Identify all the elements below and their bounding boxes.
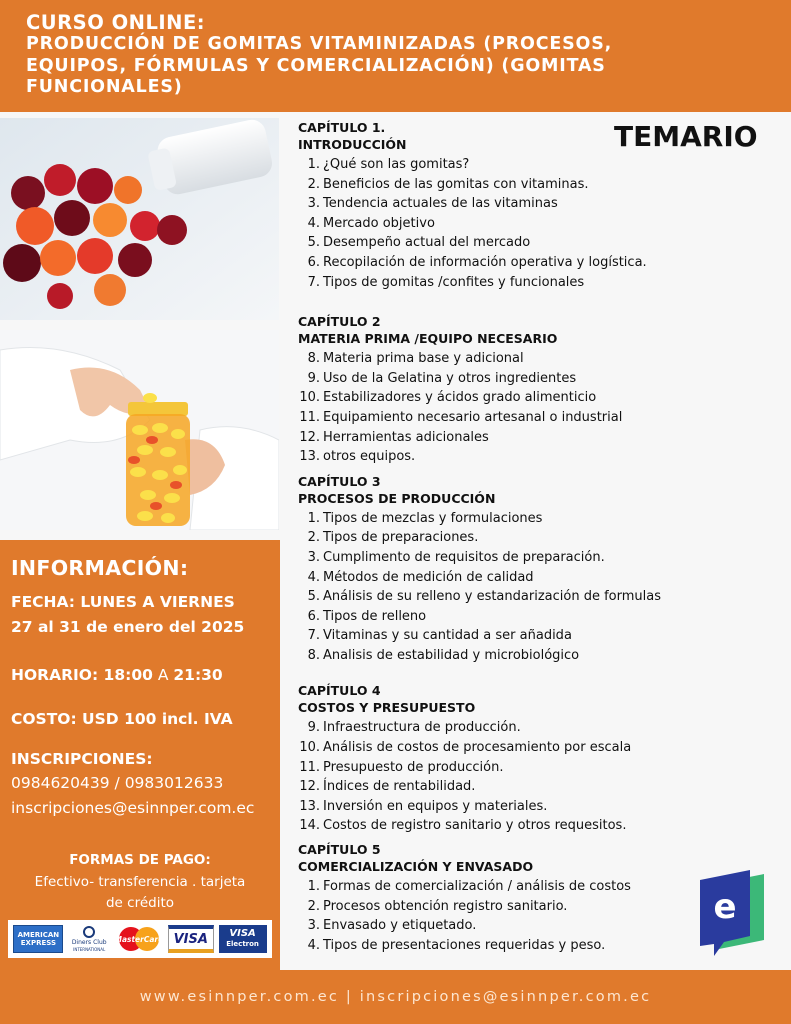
list-item: 5. Desempeño actual del mercado [307, 235, 531, 251]
header-title-line: EQUIPOS, FÓRMULAS Y COMERCIALIZACIÓN) (GOMITAS [26, 55, 606, 76]
list-item: 2. Tipos de preparaciones. [307, 530, 479, 546]
payment-methods-title: FORMAS DE PAGO: [69, 852, 211, 868]
list-item: 4. Mercado objetivo [307, 215, 435, 231]
temario-heading: TEMARIO [614, 120, 758, 153]
mastercard-text: MasterCard [114, 934, 164, 944]
fecha-value: 27 al 31 de enero del 2025 [11, 618, 245, 636]
horario-line [11, 666, 223, 684]
diners-subtext: INTERNATIONAL [73, 946, 106, 952]
gummies-photo [0, 118, 279, 320]
chapter-subtitle: COMERCIALIZACIÓN Y ENVASADO [298, 859, 534, 875]
chapter-title: CAPÍTULO 4 [298, 683, 381, 699]
chapter-title: CAPÍTULO 5 [298, 842, 381, 858]
list-item: 8. Materia prima base y adicional [307, 351, 524, 367]
visa-electron-text: VISA [229, 928, 256, 939]
chapter-subtitle: PROCESOS DE PRODUCCIÓN [298, 490, 496, 506]
header-banner [0, 0, 791, 112]
syllabus [298, 119, 778, 955]
header-title-line: FUNCIONALES) [26, 77, 183, 97]
list-item: 9. Uso de la Gelatina y otros ingredientes [307, 370, 577, 386]
costo-line: COSTO: USD 100 incl. IVA [11, 710, 233, 728]
header-title-line: PRODUCCIÓN DE GOMITAS VITAMINIZADAS (PROCESOS, [26, 34, 613, 54]
gummies-illustration [0, 118, 279, 320]
mastercard-logo [115, 925, 163, 953]
list-item: 5. Análisis de su relleno y estandarización de formulas [307, 589, 661, 605]
list-item: 2. Beneficios de las gomitas con vitaminas. [307, 176, 589, 192]
chapter-title: CAPÍTULO 2 [298, 314, 381, 330]
list-item: 1. Tipos de mezclas y formulaciones [307, 510, 543, 526]
chapter-4 [298, 682, 778, 836]
list-item: 12. Índices de rentabilidad. [299, 779, 476, 795]
vitamin-jar-photo [0, 330, 279, 530]
list-item: 1. Formas de comercialización / análisis de costos [307, 879, 631, 895]
list-item: 14. Costos de registro sanitario y otros requesitos. [299, 818, 627, 834]
horario-start: HORARIO: 18:00 [11, 666, 153, 684]
payment-methods-line2: de crédito [105, 895, 175, 911]
amex-logo: AMERICAN EXPRESS [13, 925, 63, 953]
info-title: INFORMACIÓN: [11, 556, 189, 580]
list-item: 3. Cumplimento de requisitos de preparación. [307, 549, 605, 565]
chapter-title: CAPÍTULO 3 [298, 473, 381, 489]
list-item: 10. Estabilizadores y ácidos grado alimenticio [299, 390, 597, 406]
horario-end: 21:30 [173, 666, 223, 684]
list-item: 1. ¿Qué son las gomitas? [307, 157, 470, 172]
esinnper-logo-icon [700, 870, 764, 956]
inscripciones-label: INSCRIPCIONES: [11, 750, 153, 768]
chapter-subtitle: MATERIA PRIMA /EQUIPO NECESARIO [298, 331, 558, 347]
payment-cards-strip [8, 920, 272, 958]
list-item: 6. Recopilación de información operativa y logística. [307, 254, 647, 270]
list-item: 10. Análisis de costos de procesamiento por escala [299, 740, 632, 756]
chapter-subtitle: INTRODUCCIÓN [298, 137, 407, 152]
list-item: 11. Presupuesto de producción. [299, 759, 504, 775]
chapter-title: CAPÍTULO 1. [298, 120, 386, 135]
chapter-3 [298, 473, 778, 666]
list-item: 3. Envasado y etiquetado. [307, 918, 477, 934]
fecha-label: FECHA: LUNES A VIERNES [11, 593, 235, 611]
visa-logo: VISA [168, 925, 214, 953]
header-course-label: CURSO ONLINE: [26, 11, 206, 34]
list-item: 4. Métodos de medición de calidad [307, 569, 534, 585]
payment-methods-line1: Efectivo- transferencia . tarjeta [34, 874, 246, 890]
list-item: 6. Tipos de relleno [307, 608, 427, 624]
chapter-1 [298, 119, 778, 292]
info-box [0, 540, 280, 970]
list-item: 7. Vitaminas y su cantidad a ser añadida [307, 628, 572, 644]
visa-electron-logo [219, 925, 267, 953]
list-item: 11. Equipamiento necesario artesanal o industrial [299, 409, 623, 425]
jar-illustration [0, 330, 279, 530]
list-item: 12. Herramientas adicionales [299, 429, 489, 445]
diners-ring-icon [83, 926, 95, 938]
chapter-subtitle: COSTOS Y PRESUPUESTO [298, 700, 476, 716]
list-item: 13. Inversión en equipos y materiales. [299, 798, 548, 814]
svg-text:e: e [713, 887, 737, 927]
email-link[interactable]: inscripciones@esinnper.com.ec [11, 799, 255, 817]
list-item: 2. Procesos obtención registro sanitario. [307, 898, 568, 914]
list-item: 8. Analisis de estabilidad y microbiológico [307, 647, 580, 663]
list-item: 7. Tipos de gomitas /confites y funcionales [307, 274, 585, 290]
list-item: 4. Tipos de presentaciones requeridas y peso. [307, 937, 606, 953]
footer-contact[interactable]: www.esinnper.com.ec | inscripciones@esinnper.com.ec [139, 989, 652, 1005]
diners-logo [68, 925, 110, 953]
diners-text: Diners Club [71, 938, 107, 946]
list-item: 3. Tendencia actuales de las vitaminas [307, 196, 558, 212]
phone-numbers[interactable]: 0984620439 / 0983012633 [11, 774, 224, 792]
chapter-2 [298, 313, 778, 467]
visa-electron-subtext: Electron [226, 940, 259, 948]
list-item: 9. Infraestructura de producción. [307, 720, 521, 736]
list-item: 13. otros equipos. [299, 449, 416, 465]
horario-separator: A [152, 666, 174, 684]
